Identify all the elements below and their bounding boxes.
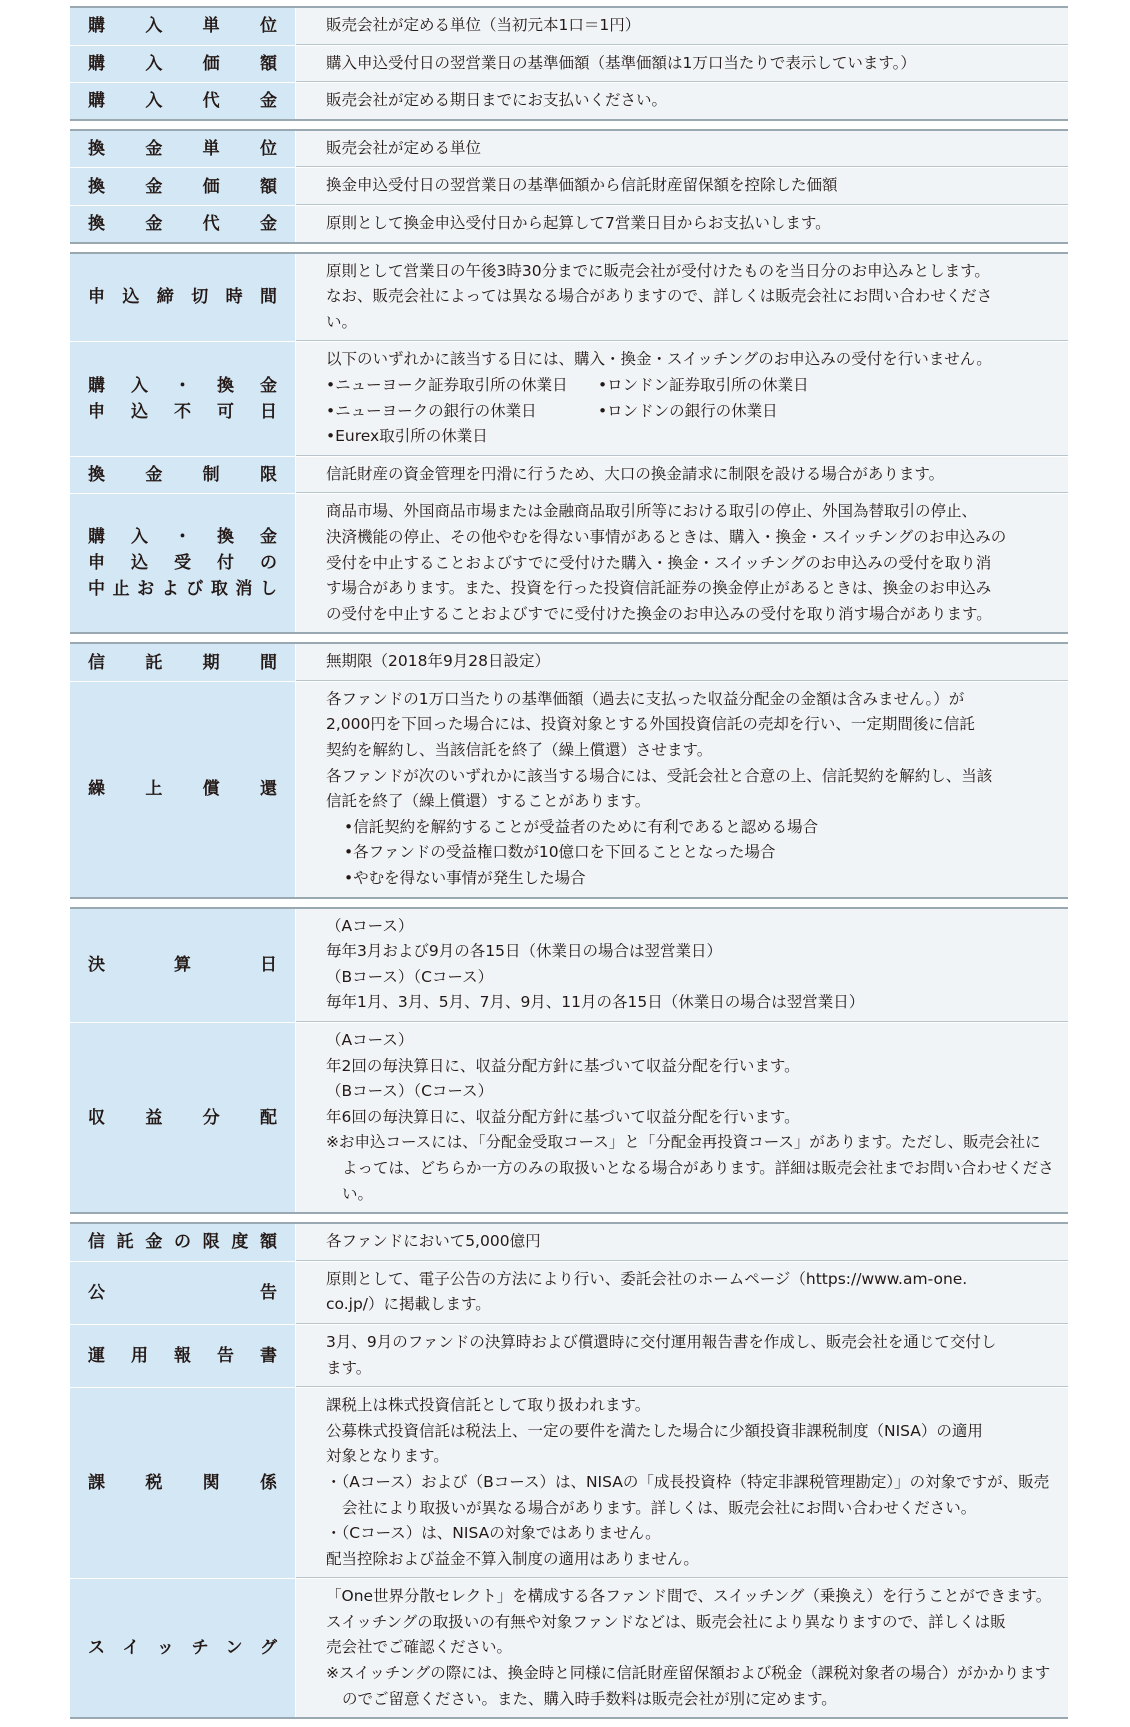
row-label — [70, 342, 296, 455]
purchase-unit-label: 購入単位 — [88, 16, 277, 37]
redemption-price-row — [70, 167, 1068, 205]
row-label — [70, 1023, 296, 1212]
restriction-label: 換金制限 — [88, 465, 277, 486]
settlement-date-row — [70, 909, 1068, 1022]
bullet-item: •やむを得ない事情が発生した場合 — [344, 869, 586, 888]
purchase-unit-value: 販売会社が定める単位（当初元本1口＝1円） — [296, 8, 1068, 45]
suspension-row — [70, 493, 1068, 632]
bullet-pair — [326, 399, 1054, 425]
early-redemption-row — [70, 681, 1068, 897]
cutoff-row — [70, 254, 1068, 342]
text-line: 配当控除および益金不算入制度の適用はありません。 — [326, 1549, 699, 1568]
row-label — [70, 83, 296, 119]
row-label — [70, 457, 296, 494]
redemption-price-value: 換金申込受付日の翌営業日の基準価額から信託財産留保額を控除した価額 — [296, 168, 1068, 205]
tax-row — [70, 1387, 1068, 1578]
purchase-price-value: 購入申込受付日の翌営業日の基準価額（基準価額は1万口当たりで表示しています。） — [296, 46, 1068, 83]
text-line: 年6回の毎決算日に、収益分配方針に基づいて収益分配を行います。 — [326, 1107, 800, 1126]
text-line: （Bコース）（Cコース） — [326, 967, 494, 986]
row-label — [70, 1579, 296, 1717]
note-text: ※スイッチングの際には、換金時と同様に信託財産留保額および税金（課税対象者の場合）がかかりますのでご留意ください。また、購入時手数料は販売会社が別に定めます。 — [326, 1664, 1051, 1708]
switching-value — [296, 1579, 1068, 1717]
report-value — [296, 1325, 1068, 1387]
text-line: 2,000円を下回った場合には、投資対象とする外国投資信託の売却を行い、一定期間後に信託 — [326, 715, 975, 734]
row-label — [70, 46, 296, 83]
suspension-label-line: 購入・換金 — [88, 527, 277, 548]
unavailable-label-line: 購入・換金 — [88, 376, 277, 397]
row-label — [70, 909, 296, 1022]
text-line: 年2回の毎決算日に、収益分配方針に基づいて収益分配を行います。 — [326, 1056, 800, 1075]
suspension-label-line: 中止および取消し — [88, 579, 277, 600]
text-line: 売会社でご確認ください。 — [326, 1638, 513, 1657]
text-line: （Aコース） — [326, 1031, 414, 1049]
report-label: 運用報告書 — [88, 1346, 277, 1367]
purchase-price-label: 購入価額 — [88, 53, 277, 74]
row-label — [70, 254, 296, 342]
redemption-payment-label: 換金代金 — [88, 213, 277, 234]
fund-details-table — [70, 6, 1068, 1727]
unavailable-days-row — [70, 341, 1068, 455]
bullet-item: •ニューヨーク証券取引所の休業日 — [326, 375, 568, 394]
text-line: 「One世界分散セレクト」を構成する各ファンド間で、スイッチング（乗換え）を行うことができます。 — [326, 1587, 1052, 1606]
text-line: の受付を中止することおよびすでに受付けた換金のお申込みの受付を取り消す場合があります。 — [326, 604, 992, 623]
trust-limit-label: 信託金の限度額 — [88, 1232, 277, 1253]
suspension-label-line: 申込受付の — [88, 553, 277, 574]
trust-period-label: 信託期間 — [88, 652, 277, 673]
text-line: 決済機能の停止、その他やむを得ない事情があるときは、購入・換金・スイッチングのお申込みの — [326, 527, 1007, 546]
purchase-section — [70, 6, 1068, 121]
text-line: す場合があります。また、投資を行った投資信託証券の換金停止があるときは、換金のお申込み — [326, 579, 992, 598]
text-line: 契約を解約し、当該信託を終了（繰上償還）させます。 — [326, 741, 713, 760]
redemption-unit-value: 販売会社が定める単位 — [296, 131, 1068, 168]
purchase-payment-row — [70, 82, 1068, 119]
bullet-item: •ロンドンの銀行の休業日 — [598, 401, 778, 420]
cutoff-label: 申込締切時間 — [88, 287, 277, 308]
purchase-payment-label: 購入代金 — [88, 90, 277, 111]
tax-label: 課税関係 — [88, 1473, 277, 1494]
bullet-item: •各ファンドの受益権口数が10億口を下回ることとなった場合 — [344, 843, 776, 862]
redemption-price-label: 換金価額 — [88, 176, 277, 197]
text-line: なお、販売会社によっては異なる場合がありますので、詳しくは販売会社にお問い合わせくださ — [326, 287, 993, 306]
text-line: 各ファンドの1万口当たりの基準価額（過去に支払った収益分配金の金額は含みません。）が — [326, 689, 965, 708]
row-label — [70, 131, 296, 168]
text-line: 信託を終了（繰上償還）することがあります。 — [326, 792, 651, 811]
unavailable-label-line: 申込不可日 — [88, 402, 277, 423]
row-label — [70, 494, 296, 632]
switching-label: スイッチング — [88, 1638, 277, 1659]
unavailable-days-value — [296, 342, 1068, 455]
text-line: 各ファンドが次のいずれかに該当する場合には、受託会社と合意の上、信託契約を解約し、当該 — [326, 766, 993, 785]
bullet-item: ・（Cコース）は、NISAの対象ではありません。 — [326, 1524, 661, 1543]
text-line: 毎年1月、3月、5月、7月、9月、11月の各15日（休業日の場合は翌営業日） — [326, 993, 865, 1012]
redemption-unit-label: 換金単位 — [88, 139, 277, 160]
notice-row — [70, 1261, 1068, 1324]
purchase-unit-row — [70, 8, 1068, 45]
row-label — [70, 1262, 296, 1324]
application-section — [70, 252, 1068, 635]
early-redemption-label: 繰上償還 — [88, 779, 277, 800]
text-line: 課税上は株式投資信託として取り扱われます。 — [326, 1396, 651, 1415]
bullet-item: ・（Aコース）および（Bコース）は、NISAの「成長投資枠（特定非課税管理勘定）」の対象ですが、販売会社により取扱いが異なる場合があります。詳しくは、販売会社にお問い合わせください。 — [326, 1472, 1050, 1517]
trust-limit-row — [70, 1224, 1068, 1261]
purchase-payment-value: 販売会社が定める期日までにお支払いください。 — [296, 83, 1068, 119]
row-label — [70, 1325, 296, 1387]
redemption-payment-row — [70, 205, 1068, 242]
text-line: 原則として営業日の午後3時30分までに販売会社が受付けたものを当日分のお申込みとします。 — [326, 261, 990, 280]
row-label — [70, 168, 296, 205]
text-line: 商品市場、外国商品市場または金融商品取引所等における取引の停止、外国為替取引の停止、 — [326, 502, 978, 521]
bullet-item: •ロンドン証券取引所の休業日 — [598, 375, 809, 394]
settlement-date-label: 決算日 — [88, 955, 277, 976]
bullet-item: •信託契約を解約することが受益者のために有利であると認める場合 — [344, 817, 819, 836]
trust-limit-value: 各ファンドにおいて5,000億円 — [296, 1224, 1068, 1261]
text-line: （Bコース）（Cコース） — [326, 1082, 494, 1101]
text-line: 3月、9月のファンドの決算時および償還時に交付運用報告書を作成し、販売会社を通じて交付し — [326, 1332, 997, 1351]
row-label — [70, 644, 296, 681]
redemption-payment-value: 原則として換金申込受付日から起算して7営業日目からお支払いします。 — [296, 206, 1068, 242]
text-line: 毎年3月および9月の各15日（休業日の場合は翌営業日） — [326, 942, 722, 961]
text-line: 公募株式投資信託は税法上、一定の要件を満たした場合に少額投資非課税制度（NISA）の適用 — [326, 1421, 983, 1440]
restriction-value: 信託財産の資金管理を円滑に行うため、大口の換金請求に制限を設ける場合があります。 — [296, 457, 1068, 494]
row-label — [70, 8, 296, 45]
row-label — [70, 1388, 296, 1578]
distribution-value — [296, 1023, 1068, 1212]
report-row — [70, 1324, 1068, 1387]
distribution-row — [70, 1022, 1068, 1212]
text-line: ます。 — [326, 1358, 372, 1377]
bullet-pair — [326, 373, 1054, 399]
cutoff-value — [296, 254, 1068, 342]
text-line: 原則として、電子公告の方法により行い、委託会社のホームページ（https://www.am-one. — [326, 1269, 968, 1288]
row-label — [70, 1224, 296, 1261]
suspension-value — [296, 494, 1068, 632]
row-label — [70, 206, 296, 242]
settlement-date-value — [296, 909, 1068, 1022]
redemption-section — [70, 129, 1068, 244]
trust-period-value: 無期限（2018年9月28日設定） — [296, 644, 1068, 681]
text-line: 以下のいずれかに該当する日には、購入・換金・スイッチングのお申込みの受付を行いません。 — [326, 350, 992, 369]
text-line: い。 — [326, 312, 358, 331]
text-line: 対象となります。 — [326, 1447, 449, 1466]
other-section — [70, 1222, 1068, 1719]
redemption-unit-row — [70, 131, 1068, 168]
text-line: （Aコース） — [326, 916, 414, 935]
text-line: スイッチングの取扱いの有無や対象ファンドなどは、販売会社により異なりますので、詳しくは販 — [326, 1612, 1006, 1631]
notice-label: 公告 — [88, 1282, 277, 1303]
trust-section — [70, 642, 1068, 898]
notice-value — [296, 1262, 1068, 1324]
restriction-row — [70, 456, 1068, 494]
purchase-price-row — [70, 45, 1068, 83]
early-redemption-value — [296, 682, 1068, 897]
text-line: 受付を中止することおよびすでに受付けた購入・換金・スイッチングのお申込みの受付を取り消 — [326, 553, 992, 572]
row-label — [70, 682, 296, 897]
text-line: co.jp/）に掲載します。 — [326, 1295, 491, 1314]
settlement-section — [70, 907, 1068, 1215]
tax-value — [296, 1388, 1068, 1578]
trust-period-row — [70, 644, 1068, 681]
bullet-item: •ニューヨークの銀行の休業日 — [326, 401, 537, 420]
switching-row — [70, 1578, 1068, 1717]
note-text: ※お申込コースには、「分配金受取コース」と「分配金再投資コース」があります。ただし、販売会社によっては、どちらか一方のみの取扱いとなる場合があります。詳細は販売会社までお問い合わせください。 — [326, 1133, 1054, 1203]
distribution-label: 収益分配 — [88, 1107, 277, 1128]
bullet-item: •Eurex取引所の休業日 — [326, 427, 488, 446]
